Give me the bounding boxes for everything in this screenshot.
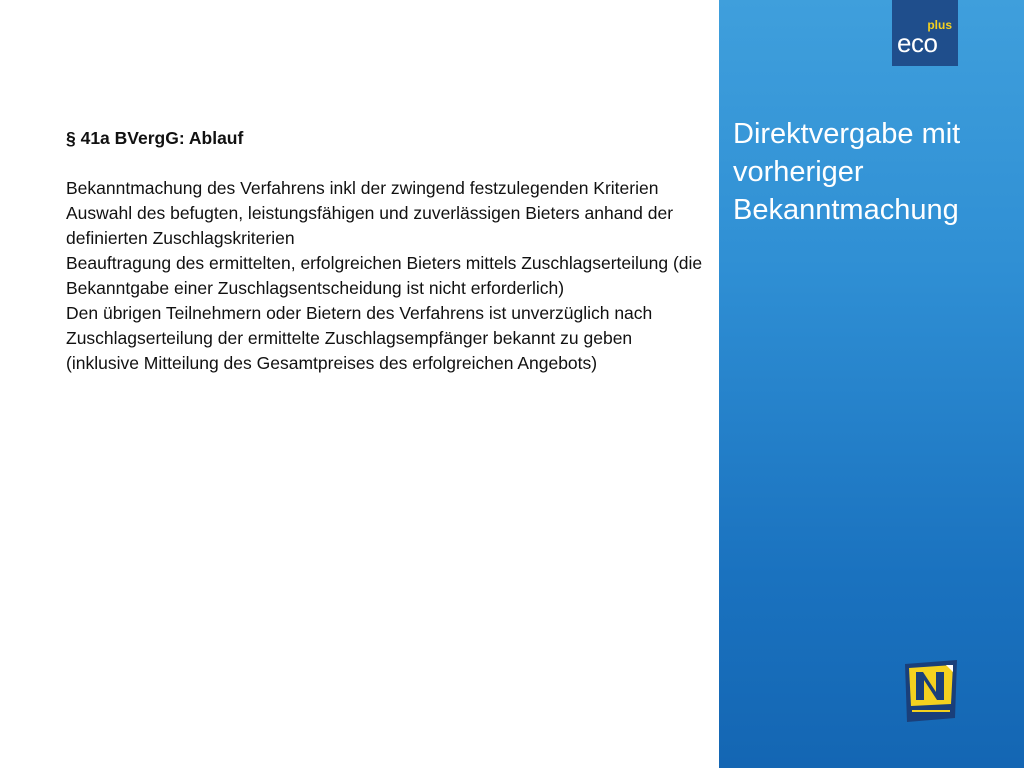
sidebar-panel — [719, 0, 1024, 768]
paragraph-4: Den übrigen Teilnehmern oder Bietern des Verfahrens ist unverzüglich nach Zuschlagserteilung der ermittelte Zuschlagsempfänger bekannt zu geben (inklusive Mitteilung des Gesamtpreises des erfolgreichen Angebots) — [66, 303, 653, 373]
paragraph-2: Auswahl des befugten, leistungsfähigen und zuverlässigen Bieters anhand der definierten Zuschlagskriterien — [66, 203, 674, 248]
ecoplus-logo-eco: eco — [897, 28, 938, 58]
niederoesterreich-logo-graphic — [903, 660, 959, 722]
ecoplus-logo — [892, 0, 958, 66]
niederoesterreich-logo — [903, 660, 959, 722]
paragraph-1: Bekanntmachung des Verfahrens inkl der zwingend festzulegenden Kriterien — [66, 178, 659, 198]
sidebar-title: Direktvergabe mit vorheriger Bekanntmachung — [733, 118, 961, 226]
ecoplus-logo-plus: plus — [927, 18, 952, 32]
section-heading: § 41a BVergG: Ablauf — [66, 128, 244, 148]
content-area — [66, 126, 706, 376]
paragraph-3: Beauftragung des ermittelten, erfolgreichen Bieters mittels Zuschlagserteilung (die Bekanntgabe einer Zuschlagsentscheidung ist nicht erforderlich) — [66, 253, 703, 298]
